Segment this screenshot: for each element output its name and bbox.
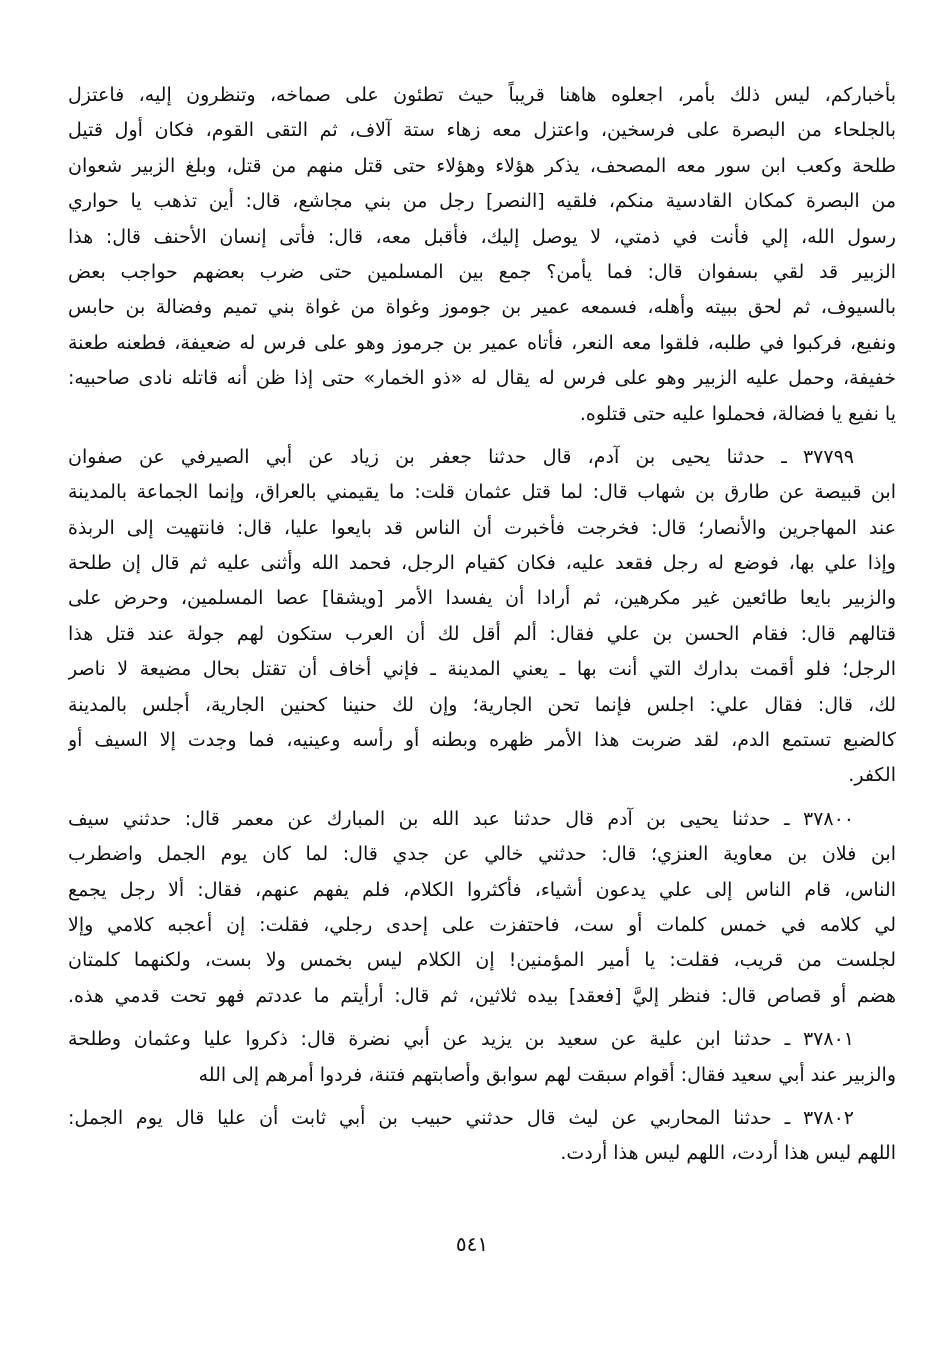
text-line: ونفيع، فركبوا في طلبه، فلقوا معه النعر، فأتاه عمير بن جرموز وهو على فرس له ضعيفة، فطعنه طعنة [68,331,896,354]
text-line: والزبير بايعا طائعين غير مكرهين، ثم أرادا أن يفسدا الأمر [ويشقا] عصا المسلمين، وحرض على [68,587,896,610]
text-line: الرجل؛ فلو أقمت بدارك التي أنت بها ـ يعني المدينة ـ فإني أخاف أن تقتل بحال مضيعة لا ناصر [68,658,896,681]
text-line: قتالهم قال: فقام الحسن بن علي فقال: ألم أقل لك أن العرب ستكون لهم جولة عند قتل هذا [68,622,896,645]
text-line: خفيفة، وحمل عليه الزبير وهو على فرس له يقال له «ذو الخمار» حتى إذا ظن أنه قاتله نادى صاحبيه: [68,367,896,390]
paragraph-continuation [68,78,896,432]
text-line: الناس، قام الناس إلى علي يدعون أشياء، فأكثروا الكلام، فلم يفهم عنهم، فقال: ألا رجل يجمع [68,878,896,901]
text-line: اللهم ليس هذا أردت، اللهم ليس هذا أردت. [560,1142,896,1165]
hadith-37800 [68,802,896,1014]
text-line: عند المهاجرين والأنصار؛ قال: فخرجت فأخبرت أن الناس قد بايعوا عليا، قال: فانتهيت إلى الربذة [68,516,896,539]
text-line: ٣٧٨٠٠ ـ حدثنا يحيى بن آدم قال حدثنا عبد الله بن المبارك عن معمر قال: حدثني سيف [68,807,854,830]
hadith-37801 [68,1022,896,1093]
text-line: والزبير عند أبي سعيد فقال: أقوام سبقت لهم سوابق وأصابتهم فتنة، فردوا أمرهم إلى الله [198,1063,896,1086]
text-line: الزبير قد لقي بسفوان قال: فما يأمن؟ جمع بين المسلمين حتى ضرب بعضهم حواجب بعض [68,260,896,283]
text-line: لجلست من قريب، فقلت: يا أمير المؤمنين! إن الكلام ليس بخمس ولا بست، ولكنهما كلمتان [68,949,896,972]
text-line: وإذا علي بها، فوضع له رجل فقعد عليه، فكان كقيام الرجل، فحمد الله وأثنى عليه ثم قال إن طلحة [68,552,896,575]
text-line: ٣٧٧٩٩ ـ حدثنا يحيى بن آدم، قال حدثنا جعفر بن زياد عن أبي الصيرفي عن صفوان [68,445,854,468]
page-body [68,78,896,1172]
text-line: الكفر. [848,764,896,787]
text-line: لك، قال: فقال علي: اجلس فإنما تحن الجارية؛ وإن لك حنينا كحنين الجارية، أجلس بالمدينة [68,693,896,716]
text-line: بالسيوف، ثم لحق ببيته وأهله، فسمعه عمير بن جوموز وغواة من غواة بني تميم وفضالة بن حابس [68,296,896,319]
hadith-37802 [68,1101,896,1172]
text-line: بالجلحاء من البصرة على فرسخين، واعتزل معه زهاء ستة آلاف، ثم التقى القوم، فكان أول قتيل [68,119,896,142]
text-line: ٣٧٨٠١ ـ حدثنا ابن علية عن سعيد بن يزيد عن أبي نضرة قال: ذكروا عليا وعثمان وطلحة [68,1028,854,1051]
text-line: رسول الله، إلي فأنت في ذمتي، لا يوصل إليك، فأقبل معه، قال: فأتى إنسان الأحنف قال: هذا [68,225,896,248]
text-line: ابن فلان بن معاوية العنزي؛ قال: حدثني خالي عن جدي قال: لما كان يوم الجمل واضطرب [68,843,896,866]
text-line: لي كلامه في خمس كلمات أو ست، فاحتفزت على إحدى رجلي، فقلت: إن أعجبه كلامي وإلا [68,913,896,936]
text-line: من البصرة كمكان القادسية منكم، فلقيه [النصر] رجل من بني مجاشع، قال: أين تذهب يا حواري [68,190,896,213]
page-number: ٥٤١ [455,1232,489,1256]
hadith-37799 [68,440,896,794]
text-line: هضم أو قصاص قال: فنظر إليَّ [فعقد] بيده ثلاثين، ثم قال: أرأيتم ما عددتم فهو تحت قدمي هذه. [68,984,896,1007]
text-line: كالضبع تستمع الدم، لقد ضربت هذا الأمر ظهره وبطنه أو رأسه وعينيه، فما وجدت إلا السيف أو [68,729,896,752]
text-line: ٣٧٨٠٢ ـ حدثنا المحاربي عن ليث قال حدثني حبيب بن أبي ثابت أن عليا قال يوم الجمل: [68,1106,854,1129]
text-line: بأخباركم، ليس ذلك بأمر، اجعلوه هاهنا قريباً حيث تطئون على صماخه، وتنظرون إليه، فاعتزل [68,84,896,106]
text-line: ابن قبيصة عن طارق بن شهاب قال: لما قتل عثمان قلت: ما يقيمني بالعراق، وإنما الجماعة بالمدينة [68,481,896,504]
text-line: يا نفيع يا فضالة، فحملوا عليه حتى قتلوه. [579,402,896,425]
text-line: طلحة وكعب ابن سور معه المصحف، يذكر هؤلاء وهؤلاء حتى قتل منهم من قتل، وبلغ الزبير شعوان [68,154,896,177]
